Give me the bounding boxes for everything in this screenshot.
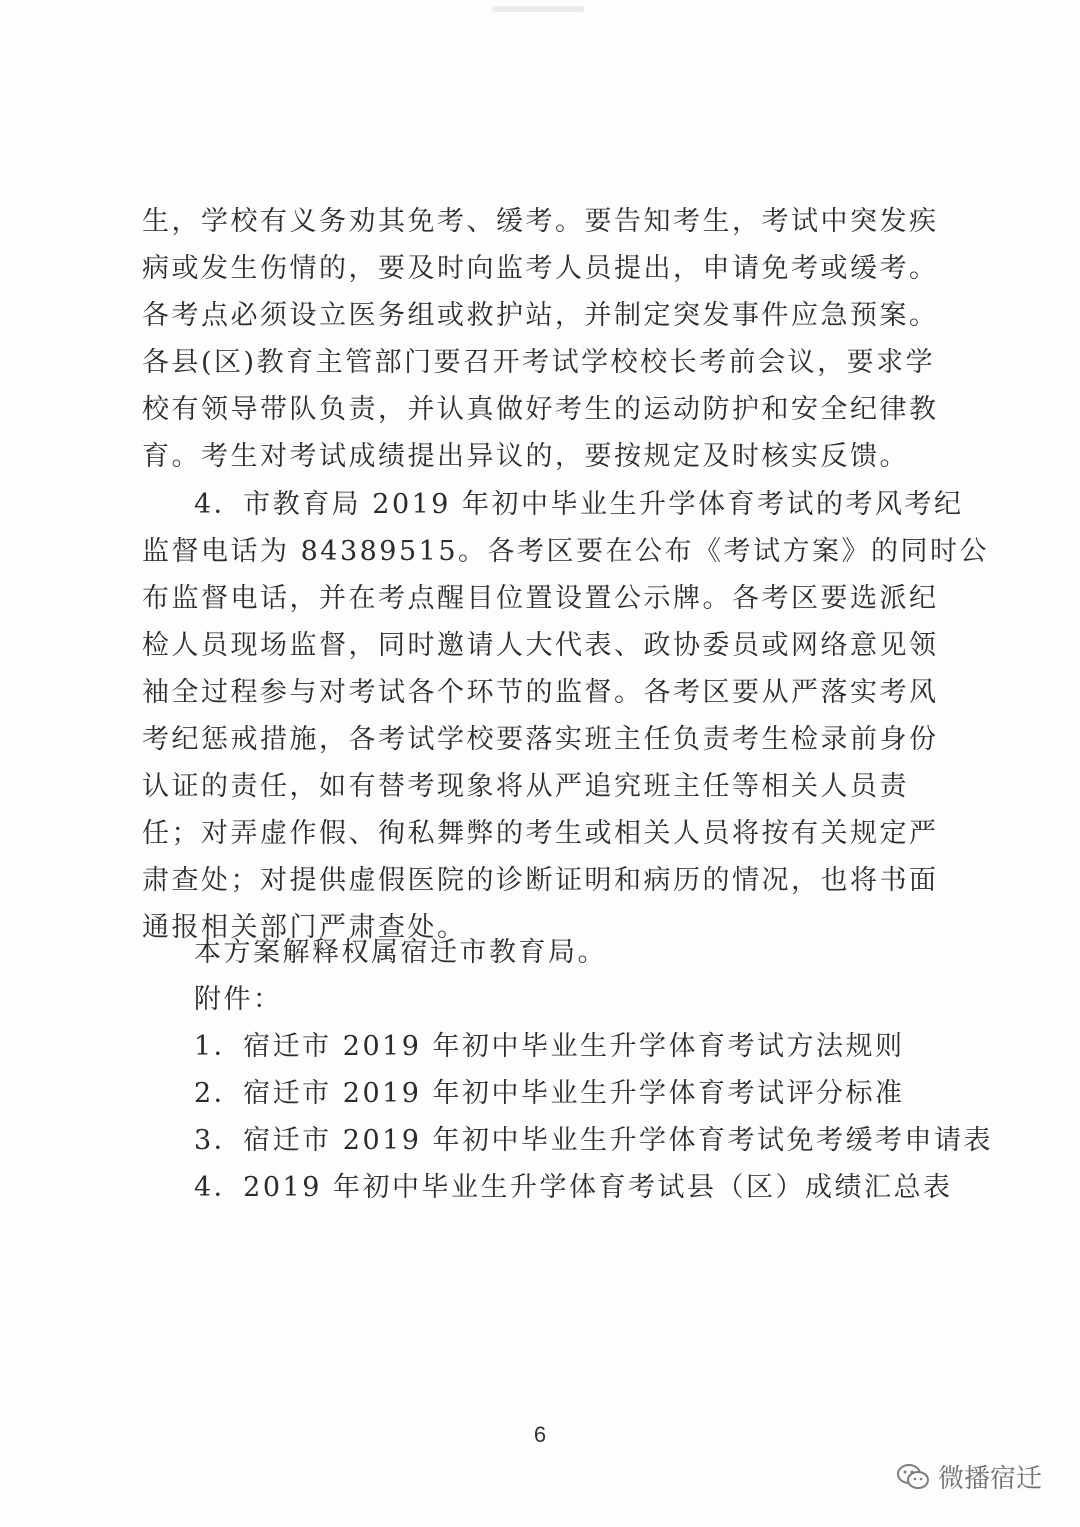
text-line: 认证的责任，如有替考现象将从严追究班主任等相关人员责 bbox=[142, 771, 909, 802]
paragraph-supervision bbox=[142, 481, 990, 951]
scan-artifact bbox=[492, 6, 584, 12]
text-line: 各县(区)教育主管部门要召开考试学校校长考前会议，要求学 bbox=[142, 347, 936, 378]
watermark-text: 微播宿迁 bbox=[937, 1464, 1042, 1494]
text-line: 生，学校有义务劝其免考、缓考。要告知考生，考试中突发疾 bbox=[142, 206, 939, 237]
attachment-item: 3．宿迁市 2019 年初中毕业生升学体育考试免考缓考申请表 bbox=[194, 1125, 994, 1156]
attachments-heading: 附件： bbox=[194, 984, 283, 1015]
page-number: 6 bbox=[533, 1422, 547, 1447]
text-line: 检人员现场监督，同时邀请人大代表、政协委员或网络意见领 bbox=[142, 630, 939, 661]
text-line: 布监督电话，并在考点醒目位置设置公示牌。各考区要选派纪 bbox=[142, 583, 939, 614]
text-line: 肃查处；对提供虚假医院的诊断证明和病历的情况，也将书面 bbox=[142, 865, 939, 896]
text-line: 考纪惩戒措施，各考试学校要落实班主任负责考生检录前身份 bbox=[142, 724, 939, 755]
attachment-item: 1．宿迁市 2019 年初中毕业生升学体育考试方法规则 bbox=[194, 1031, 905, 1062]
text-line: 校有领导带队负责，并认真做好考生的运动防护和安全纪律教 bbox=[142, 394, 939, 425]
attachment-item: 4．2019 年初中毕业生升学体育考试县（区）成绩汇总表 bbox=[194, 1172, 953, 1203]
text-line: 育。考生对考试成绩提出异议的，要按规定及时核实反馈。 bbox=[142, 441, 909, 472]
attachment-item: 2．宿迁市 2019 年初中毕业生升学体育考试评分标准 bbox=[194, 1078, 905, 1109]
wechat-icon bbox=[896, 1462, 930, 1492]
text-line: 4．市教育局 2019 年初中毕业生升学体育考试的考风考纪 bbox=[194, 489, 964, 520]
watermark bbox=[896, 1458, 1042, 1495]
text-line: 任；对弄虚作假、徇私舞弊的考生或相关人员将按有关规定严 bbox=[142, 818, 939, 849]
text-line: 监督电话为 84389515。各考区要在公布《考试方案》的同时公 bbox=[142, 536, 990, 567]
attachments-section bbox=[142, 929, 994, 1211]
text-line: 袖全过程参与对考试各个环节的监督。各考区要从严落实考风 bbox=[142, 677, 939, 708]
text-line: 通报相关部门严肃查处。 bbox=[142, 912, 467, 943]
paragraph-health-safety bbox=[142, 198, 942, 480]
text-line: 各考点必须设立医务组或救护站，并制定突发事件应急预案。 bbox=[142, 300, 939, 331]
text-line: 病或发生伤情的，要及时向监考人员提出，申请免考或缓考。 bbox=[142, 253, 939, 284]
interpretation-note: 本方案解释权属宿迁市教育局。 bbox=[194, 937, 607, 968]
